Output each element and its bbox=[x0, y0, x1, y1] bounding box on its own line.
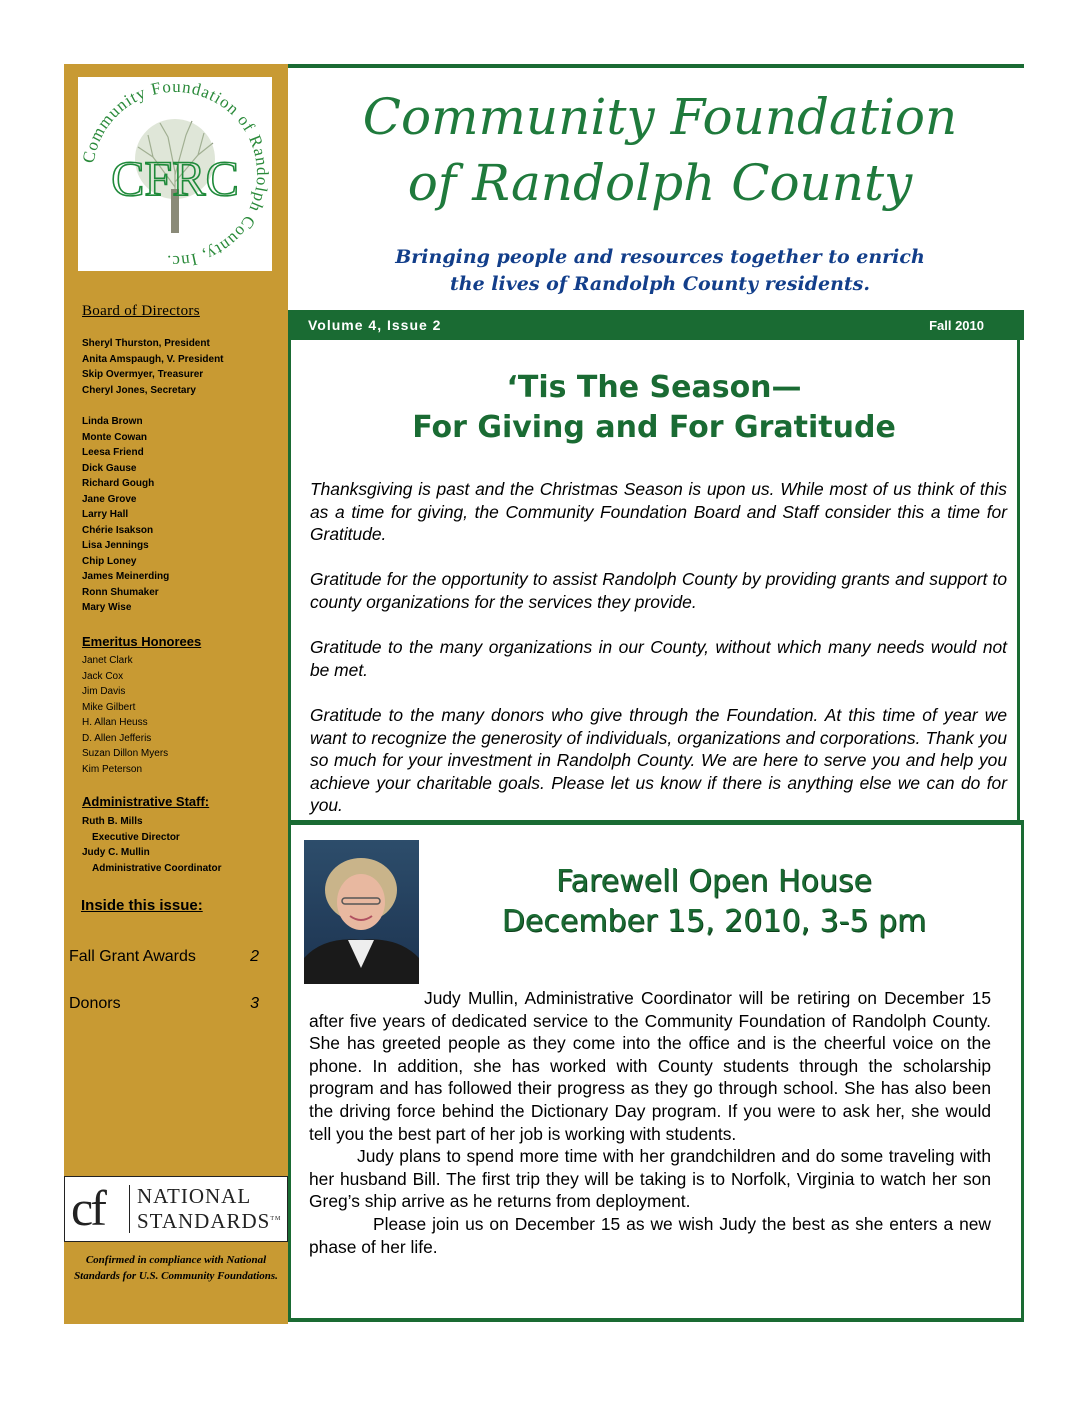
article-gratitude-body bbox=[310, 478, 1007, 840]
toc-item[interactable] bbox=[69, 995, 259, 1042]
cf-mark: cf bbox=[71, 1180, 104, 1236]
member: Chérie Isakson bbox=[82, 524, 154, 536]
admin-list bbox=[82, 814, 221, 876]
paragraph: Gratitude to the many donors who give through the Foundation. At this time of year we want to recognize the generosity of individuals, organizations and corporations. Thank you so much for your investment in Randolph County. We are here to serve you and help you achieve your charitable goals. Please let us know if there is anything else we can do for you. bbox=[310, 704, 1007, 816]
paragraph: Gratitude to the many organizations in our County, without which many needs would not be met. bbox=[310, 637, 1007, 680]
toc-item[interactable] bbox=[69, 948, 259, 995]
toc-page: 3 bbox=[250, 995, 259, 1012]
member: Linda Brown bbox=[82, 416, 143, 427]
cfrc-logo bbox=[78, 77, 272, 271]
admin-name: Judy C. Mullin bbox=[82, 847, 150, 858]
volume-issue: Volume 4, Issue 2 bbox=[308, 317, 442, 333]
headline-line1: Farewell Open House bbox=[556, 864, 872, 899]
emeritus-item: Jim Davis bbox=[82, 686, 126, 697]
badge-line2-text: STANDARDS bbox=[137, 1209, 271, 1233]
member: Dick Gause bbox=[82, 462, 137, 474]
article-farewell-headline bbox=[430, 862, 998, 942]
emeritus-item: Suzan Dillon Myers bbox=[82, 748, 169, 759]
badge-line2 bbox=[137, 1208, 281, 1233]
national-standards-badge bbox=[64, 1176, 288, 1242]
member: Ronn Shumaker bbox=[82, 586, 159, 598]
emeritus-list bbox=[82, 653, 168, 777]
admin-title: Administrative Coordinator bbox=[92, 862, 222, 874]
emeritus-item: D. Allen Jefferis bbox=[82, 732, 152, 744]
tagline-line1: Bringing people and resources together to enrich bbox=[395, 246, 925, 268]
member: Larry Hall bbox=[82, 509, 129, 520]
member: Mary Wise bbox=[82, 602, 132, 613]
title-line2: of Randolph County bbox=[407, 154, 913, 212]
member: Leesa Friend bbox=[82, 447, 144, 458]
members-list bbox=[82, 414, 169, 616]
title-line1: Community Foundation bbox=[362, 88, 958, 146]
officer: Sheryl Thurston, President bbox=[82, 338, 210, 349]
badge-line1: NATIONAL bbox=[137, 1184, 252, 1208]
paragraph: Thanksgiving is past and the Christmas Season is upon us. While most of us think of this as a time for giving, the Community Foundation Board and Staff consider this a time for Gratitude. bbox=[310, 479, 1007, 545]
emeritus-item: Jack Cox bbox=[82, 670, 124, 682]
portrait-icon bbox=[304, 840, 419, 984]
badge-text bbox=[137, 1185, 281, 1233]
issue-season: Fall 2010 bbox=[929, 318, 984, 333]
officer: Skip Overmyer, Treasurer bbox=[82, 369, 204, 380]
sidebar bbox=[64, 64, 288, 1324]
article-gratitude-headline bbox=[300, 368, 1008, 448]
member: Richard Gough bbox=[82, 478, 155, 489]
inside-heading: Inside this issue: bbox=[81, 897, 203, 914]
badge-tm: TM bbox=[270, 1216, 282, 1222]
officers-list bbox=[82, 336, 224, 398]
toc-label: Fall Grant Awards bbox=[69, 948, 196, 965]
member: Lisa Jennings bbox=[82, 540, 149, 551]
emeritus-item: Kim Peterson bbox=[82, 763, 143, 775]
toc-page: 2 bbox=[250, 948, 259, 965]
badge-caption: Confirmed in compliance with National Standards for U.S. Community Foundations. bbox=[74, 1254, 278, 1282]
judy-mullin-photo bbox=[304, 840, 419, 984]
emeritus-item: H. Allan Heuss bbox=[82, 717, 148, 728]
tagline bbox=[300, 244, 1020, 298]
paragraph: Please join us on December 15 as we wish Judy the best as she enters a new phase of her life. bbox=[309, 1213, 991, 1257]
officer: Anita Amspaugh, V. President bbox=[82, 353, 224, 365]
paragraph: Gratitude for the opportunity to assist Randolph County by providing grants and support to county organizations for the services they provide. bbox=[310, 569, 1007, 612]
officer: Cheryl Jones, Secretary bbox=[82, 384, 196, 396]
emeritus-item: Mike Gilbert bbox=[82, 701, 136, 713]
admin-title: Executive Director bbox=[92, 831, 180, 843]
emeritus-heading: Emeritus Honorees bbox=[82, 634, 202, 649]
member: James Meinerding bbox=[82, 571, 170, 582]
member: Monte Cowan bbox=[82, 431, 147, 443]
board-heading: Board of Directors bbox=[82, 303, 200, 319]
headline-line2: For Giving and For Gratitude bbox=[412, 410, 896, 445]
logo-ring-text: Community Foundation of Randolph County, Inc. bbox=[78, 77, 272, 271]
masthead-rule bbox=[288, 64, 1024, 68]
article-farewell-body bbox=[309, 987, 991, 1258]
table-of-contents bbox=[69, 948, 259, 1042]
headline-line2: December 15, 2010, 3-5 pm bbox=[501, 904, 927, 939]
paragraph: Judy plans to spend more time with her grandchildren and do some traveling with her husband Bill. The first trip they will be taking is to Norfolk, Virginia to watch her son Greg’s ship arrive as he returns from deployment. bbox=[309, 1146, 991, 1212]
member: Chip Loney bbox=[82, 555, 137, 567]
tree-logo-icon bbox=[78, 77, 272, 271]
newsletter-title bbox=[300, 84, 1020, 216]
issue-bar bbox=[288, 310, 1024, 340]
toc-label: Donors bbox=[69, 995, 121, 1012]
emeritus-item: Janet Clark bbox=[82, 655, 133, 666]
headline-line1: ‘Tis The Season— bbox=[506, 370, 802, 405]
member: Jane Grove bbox=[82, 493, 137, 505]
badge-divider bbox=[129, 1185, 130, 1233]
logo-initials: CFRC bbox=[111, 150, 239, 206]
admin-name: Ruth B. Mills bbox=[82, 816, 143, 827]
paragraph: Judy Mullin, Administrative Coordinator will be retiring on December 15 after five years of dedicated service to the Community Foundation of Randolph County. She has greeted people as they come into the office and is the cheerful voice on the phone. In addition, she has worked with County students through the scholarship program and has followed their progress as they go through school. She has also been the driving force behind the Dictionary Day program. If you were to ask her, she would tell you the best part of her job is working with students. bbox=[309, 988, 991, 1144]
tagline-line2: the lives of Randolph County residents. bbox=[449, 273, 870, 295]
admin-heading: Administrative Staff: bbox=[82, 794, 210, 809]
